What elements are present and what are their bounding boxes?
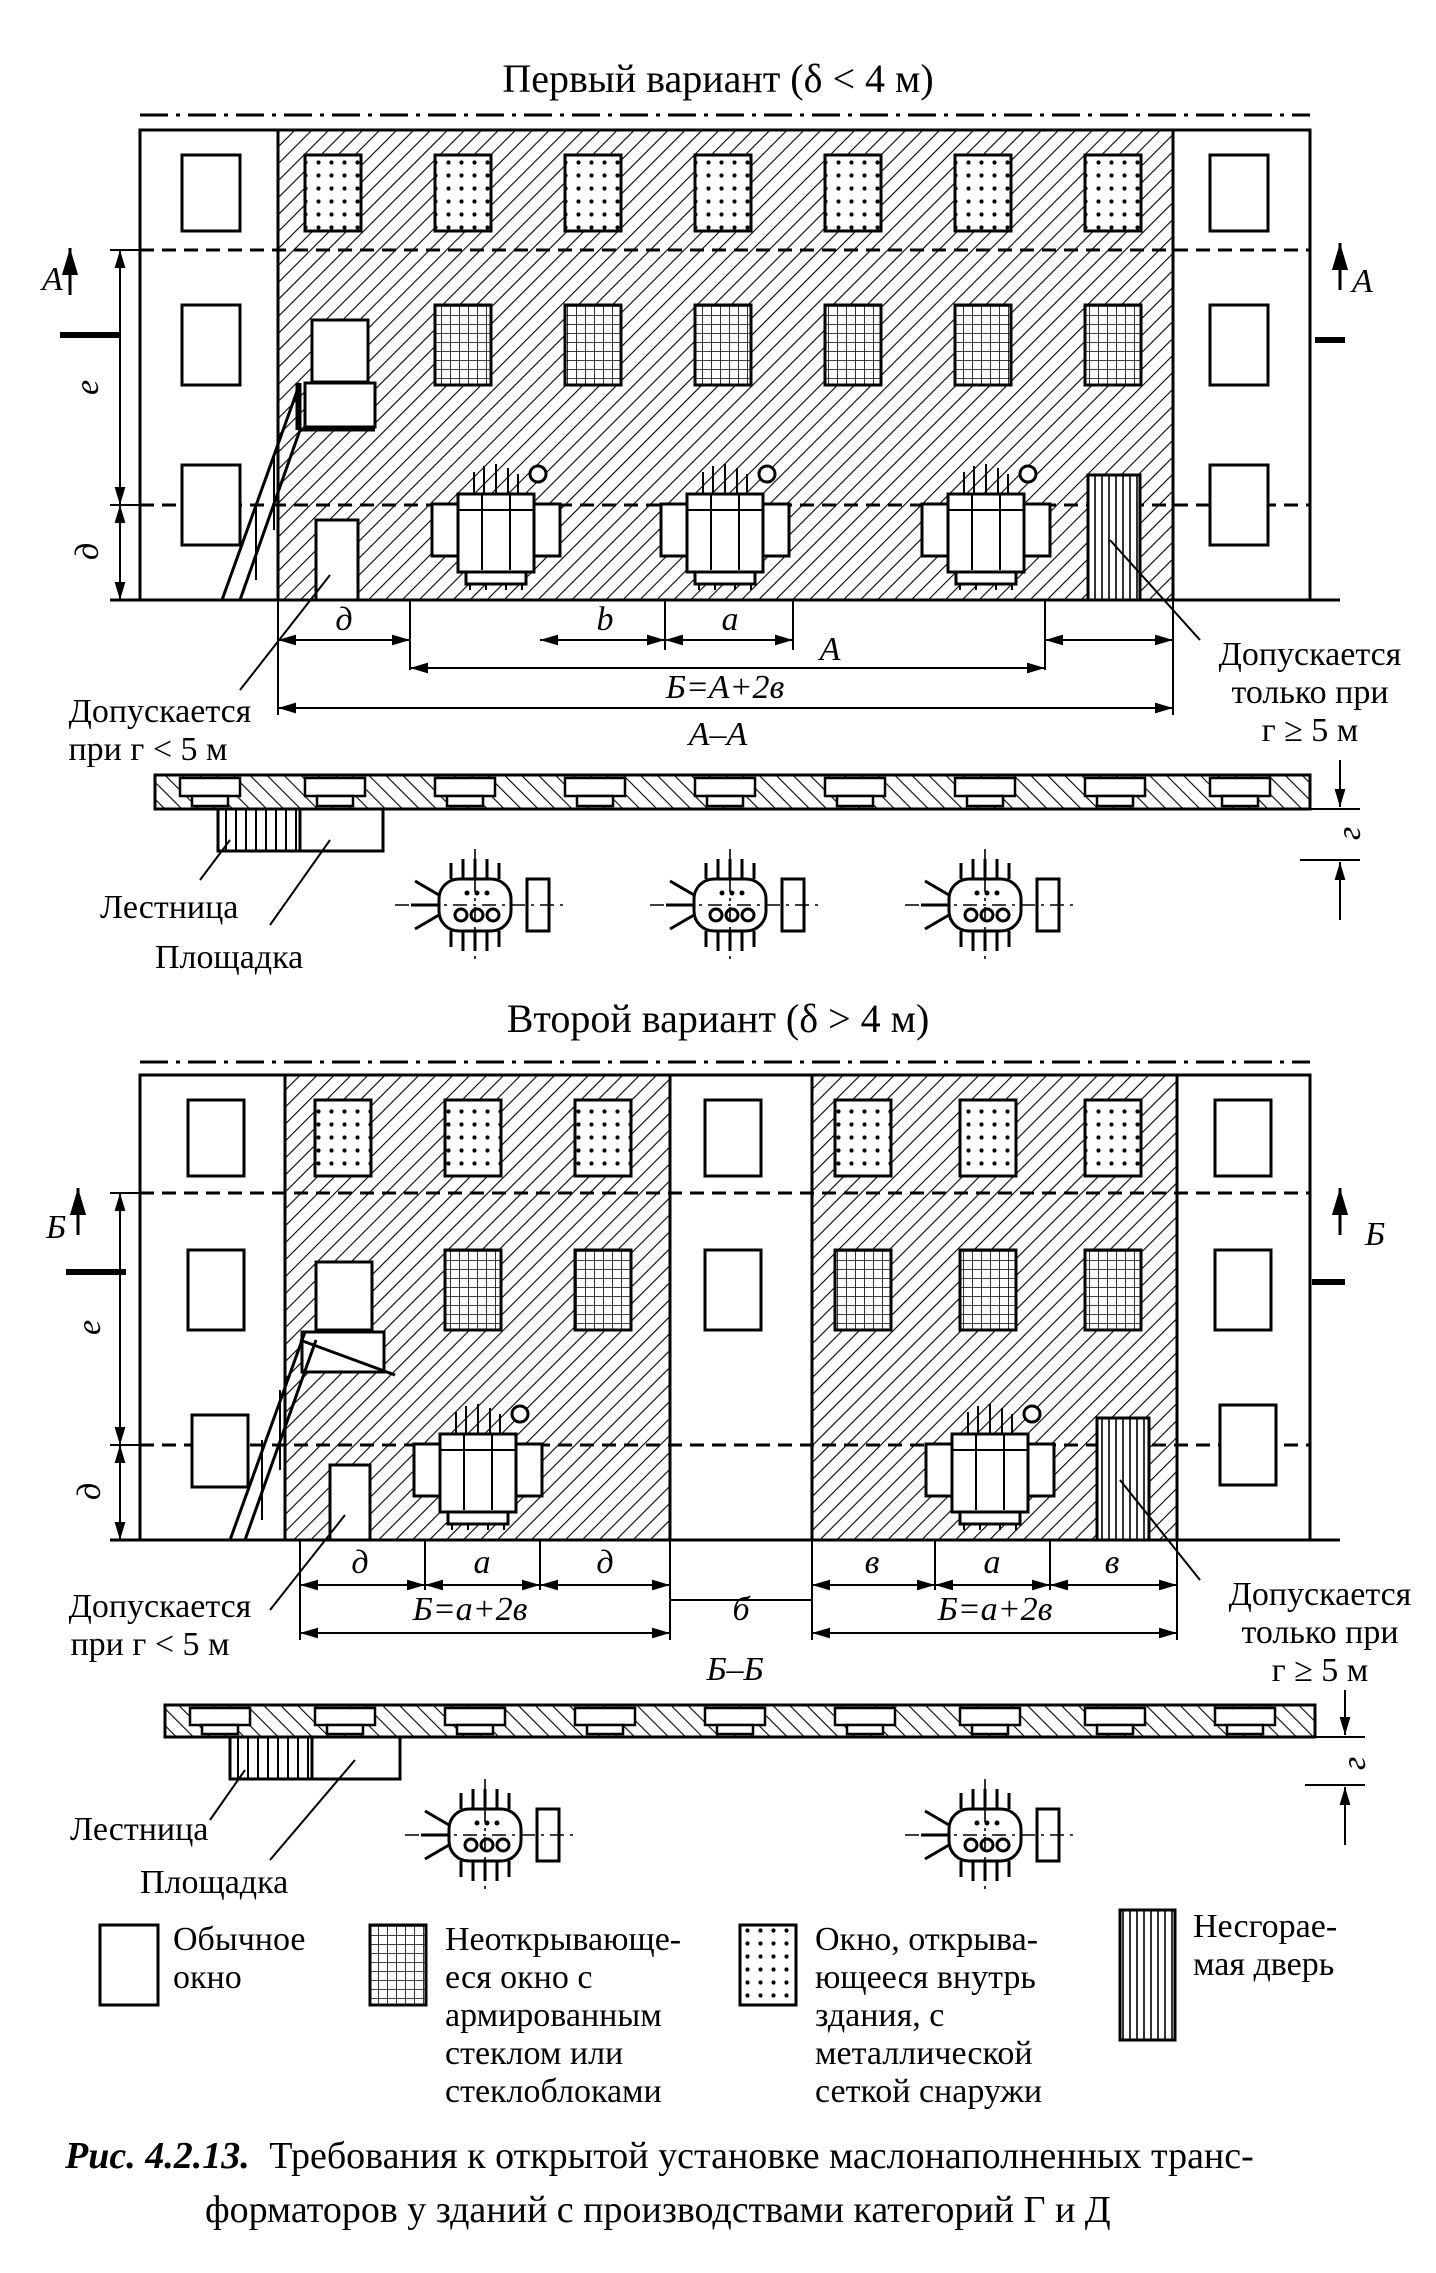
svg-text:Б=а+2в: Б=а+2в xyxy=(937,1591,1053,1628)
legend-ordinary-window xyxy=(100,1921,306,2005)
fixed-window-swatch xyxy=(370,1925,426,2005)
svg-text:д: д xyxy=(596,1544,614,1581)
svg-text:а: а xyxy=(721,601,739,638)
fireproof-door xyxy=(1088,475,1140,600)
svg-text:г ≥ 5 м: г ≥ 5 м xyxy=(1261,712,1359,749)
svg-text:армированным: армированным xyxy=(445,1997,662,2034)
svg-text:в: в xyxy=(1104,1544,1120,1581)
svg-text:Несгорае-: Несгорае- xyxy=(1193,1908,1338,1945)
svg-text:только при: только при xyxy=(1241,1614,1399,1651)
inward-window-swatch xyxy=(740,1925,796,2005)
svg-text:b: b xyxy=(596,601,614,638)
svg-text:д: д xyxy=(69,542,106,560)
svg-text:мая дверь: мая дверь xyxy=(1193,1946,1335,1983)
svg-text:Допускается: Допускается xyxy=(68,1588,252,1625)
fireproof-door-swatch xyxy=(1120,1910,1175,2040)
section-label: А–А xyxy=(688,716,748,753)
svg-text:окно: окно xyxy=(173,1959,242,1996)
caption-prefix: Рис. 4.2.13. xyxy=(65,2135,250,2177)
svg-text:Площадка: Площадка xyxy=(155,939,304,976)
svg-text:ющееся внутрь: ющееся внутрь xyxy=(815,1959,1036,1996)
svg-text:сеткой снаружи: сеткой снаружи xyxy=(815,2073,1043,2110)
svg-text:в: в xyxy=(864,1544,880,1581)
svg-text:Б: Б xyxy=(46,1209,67,1246)
svg-text:а: а xyxy=(473,1544,491,1581)
svg-text:г: г xyxy=(1331,826,1368,840)
section-mark-left-2 xyxy=(45,1188,126,1272)
variant2-title: Второй вариант (δ > 4 м) xyxy=(506,996,930,1041)
section-mark-right-2 xyxy=(1312,1188,1385,1282)
svg-text:Окно, открыва-: Окно, открыва- xyxy=(815,1921,1039,1958)
svg-text:А: А xyxy=(819,631,841,668)
door-ordinary-2 xyxy=(330,1465,370,1540)
svg-text:а: а xyxy=(983,1544,1001,1581)
stair-label xyxy=(100,840,238,926)
legend xyxy=(100,1908,1337,2110)
svg-text:металлической: металлической xyxy=(815,2035,1033,2072)
svg-text:Лестница: Лестница xyxy=(100,889,239,926)
svg-text:еся окно с: еся окно с xyxy=(445,1959,593,1996)
svg-text:д: д xyxy=(335,601,353,638)
svg-text:А: А xyxy=(1352,263,1373,300)
section-mark-right xyxy=(1315,243,1373,340)
svg-text:при г < 5 м: при г < 5 м xyxy=(68,731,228,768)
caption-line1: Требования к открытой установке маслонаполненных транс- xyxy=(269,2135,1254,2177)
svg-text:А: А xyxy=(42,261,63,298)
door-ordinary xyxy=(316,520,358,600)
svg-text:Лестница: Лестница xyxy=(70,1811,209,1848)
dimension-vertical xyxy=(69,250,140,600)
legend-fixed-window xyxy=(370,1921,681,2110)
svg-text:г ≥ 5 м: г ≥ 5 м xyxy=(1271,1652,1369,1689)
ordinary-window-swatch xyxy=(100,1925,158,2005)
svg-text:только при: только при xyxy=(1231,674,1389,711)
variant1-elevation xyxy=(110,115,1340,600)
svg-text:е: е xyxy=(69,379,106,395)
variant1-title: Первый вариант (δ < 4 м) xyxy=(502,56,934,101)
dimension-vertical-2 xyxy=(71,1193,140,1540)
svg-text:г: г xyxy=(1336,1756,1373,1770)
variant1-plan xyxy=(155,760,1368,961)
variant2-plan xyxy=(165,1690,1373,1891)
svg-text:здания, с: здания, с xyxy=(815,1997,945,2034)
svg-text:стеклом или: стеклом или xyxy=(445,2035,624,2072)
svg-text:при г < 5 м: при г < 5 м xyxy=(70,1626,230,1663)
caption-line2: форматоров у зданий с производствами категорий Г и Д xyxy=(205,2189,1111,2231)
svg-text:Рис. 4.2.13. Требования xyxy=(64,2135,1254,2177)
svg-text:Б=а+2в: Б=а+2в xyxy=(412,1591,528,1628)
section-label-2: Б–Б xyxy=(706,1651,764,1688)
svg-text:е: е xyxy=(71,1319,108,1335)
dimension-horizontal-2 xyxy=(300,1540,1177,1640)
variant2-elevation xyxy=(110,1062,1340,1540)
note-left xyxy=(68,575,330,768)
svg-text:Неоткрывающе-: Неоткрывающе- xyxy=(445,1921,682,1958)
svg-text:Допускается: Допускается xyxy=(1228,1576,1412,1613)
legend-inward-window xyxy=(740,1921,1042,2110)
svg-text:стеклоблоками: стеклоблоками xyxy=(445,2073,662,2110)
svg-text:Площадка: Площадка xyxy=(140,1864,289,1901)
svg-text:Б: Б xyxy=(1365,1216,1386,1253)
dimension-horizontal xyxy=(278,600,1173,715)
stair-label-2 xyxy=(70,1770,245,1848)
svg-text:б: б xyxy=(732,1591,750,1628)
svg-text:Обычное: Обычное xyxy=(173,1921,306,1958)
legend-fireproof-door xyxy=(1120,1908,1337,2040)
figure-caption xyxy=(64,2135,1254,2231)
svg-text:Б=А+2в: Б=А+2в xyxy=(665,669,785,706)
fireproof-door-2 xyxy=(1097,1418,1149,1540)
svg-text:Допускается: Допускается xyxy=(68,693,252,730)
svg-text:д: д xyxy=(71,1482,108,1500)
svg-text:д: д xyxy=(351,1544,369,1581)
section-mark-left xyxy=(40,248,120,335)
svg-text:Допускается: Допускается xyxy=(1218,636,1402,673)
